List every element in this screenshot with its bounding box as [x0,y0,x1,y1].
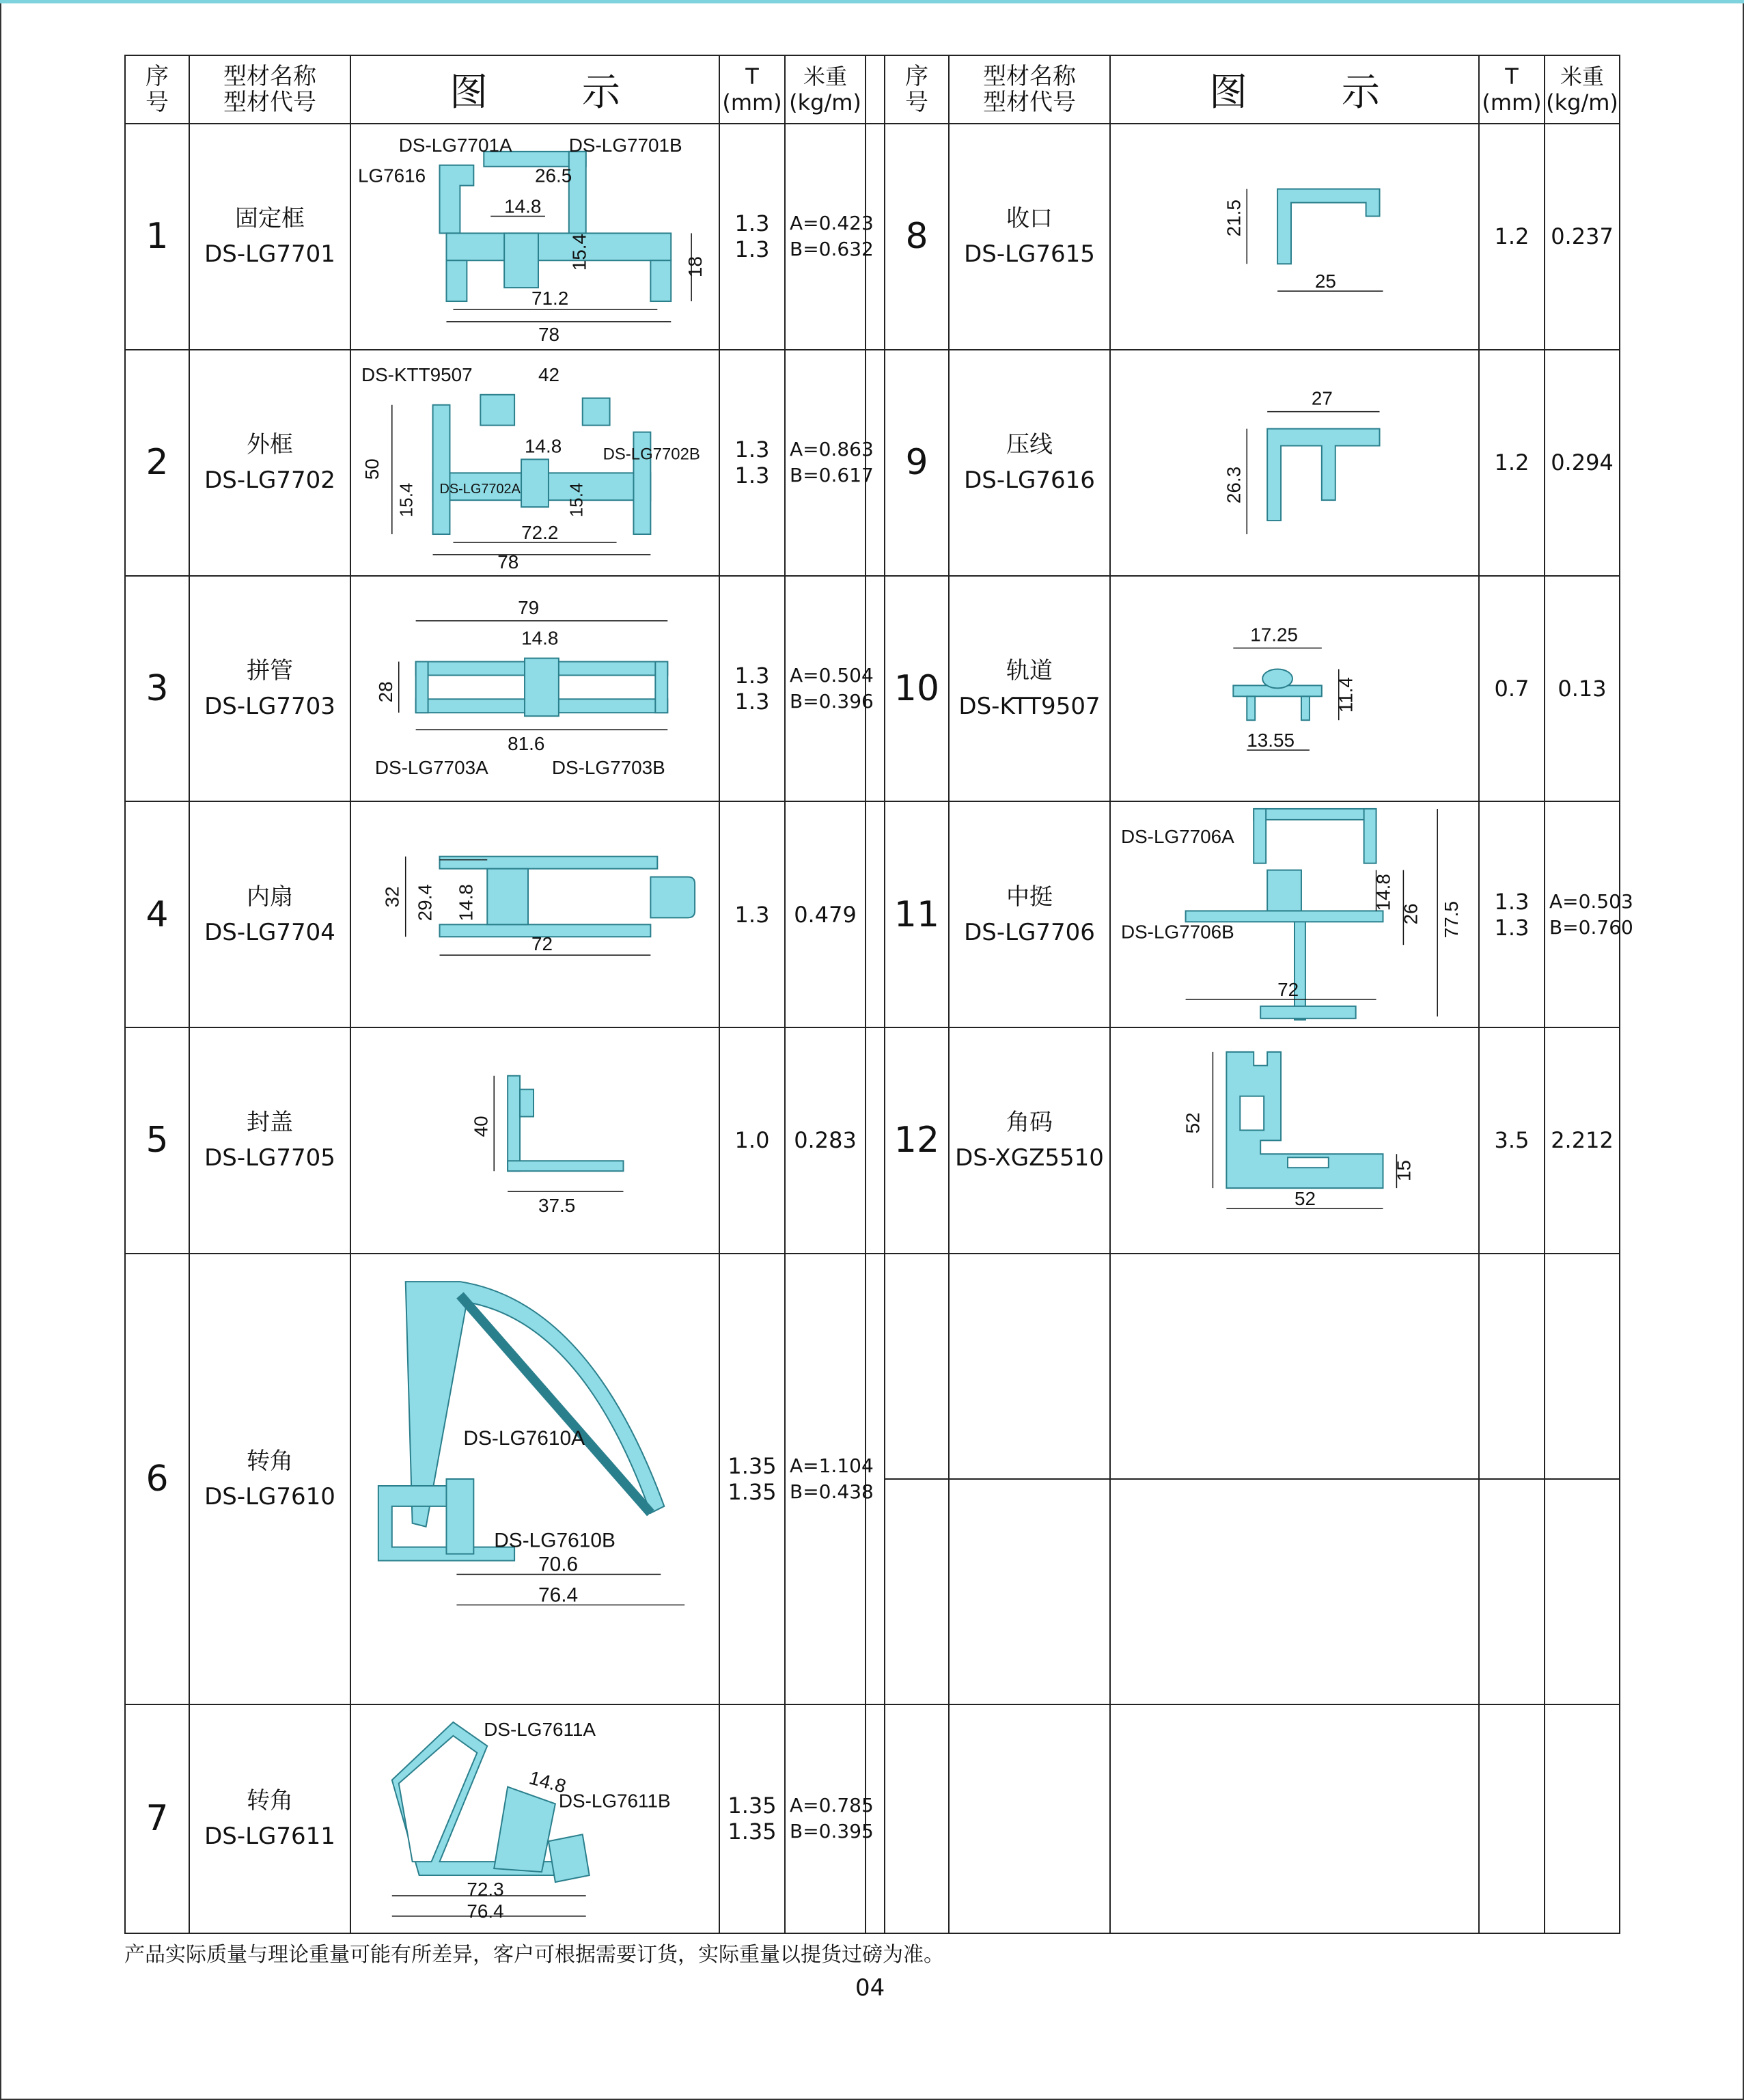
header-name: 型材名称 型材代号 [189,55,350,124]
empty-cell [949,1254,1110,1479]
profile-drawing-2 [351,350,719,575]
empty-cell [1545,1479,1620,1704]
column-gap [866,1027,885,1254]
header-thickness-right: T (mm) [1479,55,1545,124]
empty-cell [1110,1479,1479,1704]
profile-name-cn: 中挺 [1006,883,1053,911]
weight: A=0.863 B=0.617 [785,350,866,576]
table-row [125,1254,1620,1479]
profile-code: DS-LG7703 [204,692,335,720]
weight: 0.283 [785,1027,866,1254]
figure-dimension: 72 [531,933,553,955]
profile-name-cn: 收口 [1006,205,1053,233]
figure-dimension: 52 [1182,1112,1204,1134]
profile-figure [1110,1027,1479,1254]
table-row [125,801,1620,1027]
row-number: 11 [885,801,949,1027]
page-number: 04 [855,1974,885,2002]
figure-dimension: 29.4 [414,884,436,922]
row-number: 4 [125,801,189,1027]
empty-cell [1479,1254,1545,1479]
profile-code: DS-LG7704 [204,918,335,946]
figure-dimension: 26.3 [1223,466,1245,503]
profile-drawing-12 [1111,1028,1478,1253]
weight: 0.237 [1545,124,1620,350]
profile-name [189,124,350,350]
table-row [125,124,1620,350]
header-row [125,55,1620,124]
weight: 0.294 [1545,350,1620,576]
row-number: 6 [125,1254,189,1704]
profile-code: DS-LG7611 [204,1823,335,1851]
figure-dimension: 76.4 [538,1584,579,1607]
figure-dimension: 79 [518,596,540,618]
row-number: 9 [885,350,949,576]
empty-cell [1545,1254,1620,1479]
figure-dimension: 26 [1400,903,1422,925]
profile-drawing-6 [351,1254,719,1704]
figure-label: DS-LG7703A [374,756,488,778]
profile-drawing-9 [1111,350,1478,575]
figure-label: DS-LG7610A [463,1427,585,1450]
thickness: 1.3 1.3 [1479,801,1545,1027]
profile-drawing-11 [1111,802,1478,1027]
profile-name-cn: 转角 [247,1787,293,1815]
profile-drawing-4 [351,802,719,1027]
header-weight-right: 米重 (kg/m) [1545,55,1620,124]
profile-name [189,1027,350,1254]
figure-dimension: 14.8 [527,1767,568,1797]
header-seq-right: 序 号 [885,55,949,124]
profile-code: DS-KTT9507 [958,692,1101,720]
figure-dimension: 78 [497,551,519,572]
profile-code: DS-XGZ5510 [955,1144,1104,1172]
row-number: 12 [885,1027,949,1254]
column-gap [866,55,885,124]
profile-name [949,350,1110,576]
profile-code: DS-LG7616 [964,467,1095,495]
empty-cell [1110,1704,1479,1933]
profile-name-cn: 角码 [1006,1109,1053,1137]
table-row [125,1704,1620,1933]
figure-dimension: 32 [381,886,403,908]
figure-label: DS-LG7610B [494,1529,615,1552]
empty-cell [1545,1704,1620,1933]
figure-dimension: 76.4 [467,1900,504,1922]
figure-label: DS-LG7706A [1120,826,1234,848]
figure-label: DS-LG7611B [558,1790,671,1812]
row-number: 5 [125,1027,189,1254]
figure-dimension: 18 [684,256,706,278]
figure-label: DS-LG7701B [568,134,682,156]
figure-dimension: 15 [1393,1160,1415,1182]
profile-name [949,801,1110,1027]
profile-name-cn: 封盖 [247,1109,293,1137]
thickness: 1.35 1.35 [719,1704,785,1933]
header-seq: 序 号 [125,55,189,124]
profile-name [189,801,350,1027]
table-row [125,350,1620,576]
figure-dimension: 81.6 [508,732,545,754]
empty-cell [885,1254,949,1479]
profile-figure [350,1027,719,1254]
profile-name-cn: 轨道 [1006,657,1053,685]
profile-name-cn: 压线 [1006,431,1053,459]
thickness: 3.5 [1479,1027,1545,1254]
row-number: 10 [885,576,949,802]
row-number: 8 [885,124,949,350]
figure-dimension: 72.3 [467,1878,504,1900]
thickness: 1.35 1.35 [719,1254,785,1704]
weight: 0.479 [785,801,866,1027]
footer-note: 产品实际质量与理论重量可能有所差异，客户可根据需要订货，实际重量以提货过磅为准。 [124,1943,944,1967]
weight: A=1.104 B=0.438 [785,1254,866,1704]
weight: A=0.423 B=0.632 [785,124,866,350]
figure-dimension: 15.4 [568,233,590,271]
figure-dimension: 17.25 [1250,624,1299,646]
figure-dimension: 78 [538,323,559,345]
figure-dimension: 13.55 [1247,729,1295,751]
profile-name-cn: 固定框 [235,205,305,233]
profile-figure [1110,576,1479,802]
header-thickness: T (mm) [719,55,785,124]
table-row [125,1027,1620,1254]
profile-drawing-3 [351,577,719,801]
empty-cell [949,1479,1110,1704]
profile-figure [1110,350,1479,576]
figure-dimension: 21.5 [1223,199,1245,237]
row-number: 7 [125,1704,189,1933]
header-weight: 米重 (kg/m) [785,55,866,124]
figure-dimension: 11.4 [1335,676,1357,713]
figure-dimension: 14.8 [521,627,559,649]
profile-name-cn: 拼管 [247,657,293,685]
figure-dimension: 14.8 [504,195,542,217]
profile-name-cn: 外框 [247,431,293,459]
figure-label: DS-LG7611A [484,1718,596,1740]
figure-dimension: 14.8 [1372,874,1394,911]
figure-dimension: 37.5 [538,1195,576,1217]
profile-name [949,576,1110,802]
empty-cell [1479,1479,1545,1704]
profile-figure [350,576,719,802]
profile-name-cn: 内扇 [247,883,293,911]
figure-label: DS-LG7706B [1120,921,1234,943]
profile-figure [350,1254,719,1704]
profile-name [189,576,350,802]
profile-name [949,1027,1110,1254]
weight: A=0.504 B=0.396 [785,576,866,802]
profile-drawing-8 [1111,124,1478,349]
profile-figure [1110,124,1479,350]
thickness: 1.0 [719,1027,785,1254]
figure-dimension: 15.4 [567,482,587,517]
figure-dimension: 72.2 [521,521,559,543]
column-gap [866,801,885,1027]
profile-drawing-10 [1111,577,1478,801]
profile-code: DS-LG7702 [204,467,335,495]
profile-code: DS-LG7615 [964,240,1095,268]
profile-figure [350,801,719,1027]
profile-code: DS-LG7610 [204,1482,335,1510]
header-figure: 图 示 [350,55,719,124]
weight: 2.212 [1545,1027,1620,1254]
profile-name [949,124,1110,350]
figure-label: DS-LG7703B [551,756,665,778]
thickness: 1.2 [1479,124,1545,350]
thickness: 1.3 1.3 [719,576,785,802]
profile-figure [350,350,719,576]
figure-dimension: 72 [1277,979,1299,1001]
header-name-right: 型材名称 型材代号 [949,55,1110,124]
figure-label: LG7616 [357,165,426,186]
weight: A=0.503 B=0.760 [1545,801,1620,1027]
empty-cell [949,1704,1110,1933]
figure-label: DS-LG7702A [439,481,521,497]
figure-dimension: 42 [538,363,559,385]
profile-name-cn: 转角 [247,1447,293,1475]
profile-drawing-1 [351,124,719,349]
profile-code: DS-LG7706 [964,918,1095,946]
header-figure-right: 图 示 [1110,55,1479,124]
profile-name [189,1704,350,1933]
thickness: 0.7 [1479,576,1545,802]
profile-drawing-5 [351,1028,719,1253]
profile-figure [350,1704,719,1933]
profile-drawing-7 [351,1705,719,1933]
figure-label: DS-LG7701A [398,134,512,156]
profile-name [189,1254,350,1704]
figure-dimension: 50 [361,458,383,480]
figure-dimension: 28 [374,680,396,702]
thickness: 1.3 1.3 [719,124,785,350]
figure-dimension: 14.8 [455,884,477,922]
figure-dimension: 14.8 [525,435,562,457]
table-row [125,576,1620,802]
empty-cell [1110,1254,1479,1479]
row-number: 3 [125,576,189,802]
figure-dimension: 26.5 [535,165,572,186]
figure-dimension: 40 [470,1116,492,1137]
weight: A=0.785 B=0.395 [785,1704,866,1933]
profile-figure [1110,801,1479,1027]
figure-dimension: 52 [1295,1188,1316,1210]
profile-code: DS-LG7701 [204,240,335,268]
empty-cell [885,1479,949,1704]
weight: 0.13 [1545,576,1620,802]
figure-dimension: 25 [1314,271,1336,292]
profile-figure [350,124,719,350]
figure-label: DS-LG7702B [603,445,700,464]
figure-dimension: 15.4 [397,482,417,517]
thickness: 1.2 [1479,350,1545,576]
empty-cell [1479,1704,1545,1933]
thickness: 1.3 1.3 [719,350,785,576]
profile-name [189,350,350,576]
figure-dimension: 27 [1311,387,1333,409]
thickness: 1.3 [719,801,785,1027]
figure-label: DS-KTT9507 [361,363,473,385]
profile-catalog-table [124,55,1633,1934]
empty-cell [885,1704,949,1933]
figure-dimension: 71.2 [531,288,569,309]
row-number: 1 [125,124,189,350]
profile-code: DS-LG7705 [204,1144,335,1172]
figure-dimension: 70.6 [538,1553,579,1576]
figure-dimension: 77.5 [1441,901,1463,939]
row-number: 2 [125,350,189,576]
